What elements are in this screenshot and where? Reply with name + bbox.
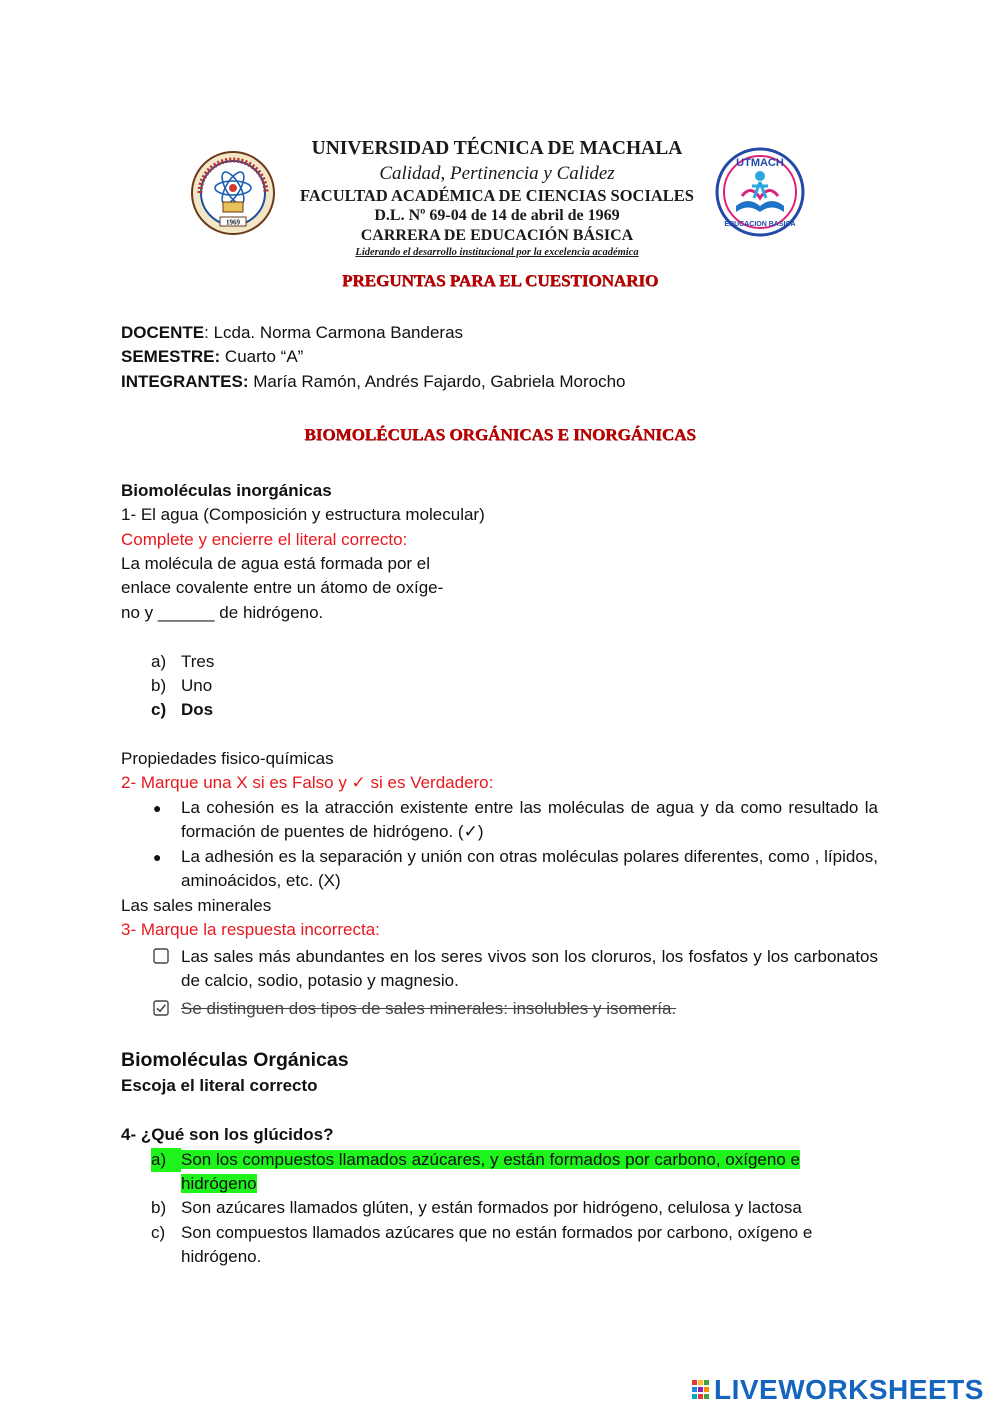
header-text-block	[282, 136, 712, 260]
university-seal-logo	[190, 150, 276, 236]
liveworksheets-text: LIVEWORKSHEETS	[714, 1374, 984, 1405]
option-text: Tres	[181, 652, 215, 671]
q4-option-a-cont	[181, 1172, 257, 1196]
option-text: Uno	[181, 676, 213, 695]
q1-stem-line-2: enlace covalente entre un átomo de oxíge-	[121, 578, 444, 597]
liveworksheets-logo-icon	[692, 1380, 710, 1400]
salts-heading: Las sales minerales	[121, 896, 272, 915]
option-marker: a)	[151, 1148, 181, 1172]
q4-option-a[interactable]	[151, 1148, 800, 1172]
q1-option-a[interactable]	[151, 650, 214, 674]
integrantes-line	[121, 370, 626, 394]
faculty-name: FACULTAD ACADÉMICA DE CIENCIAS SOCIALES	[300, 186, 694, 205]
q1-option-b[interactable]	[151, 674, 212, 698]
q4-option-c[interactable]	[151, 1221, 812, 1245]
utmach-logo-name: UTMACH	[736, 157, 784, 169]
option-marker: c)	[151, 700, 167, 719]
integrantes-value: María Ramón, Andrés Fajardo, Gabriela Morocho	[248, 372, 626, 391]
semestre-label: SEMESTRE:	[121, 347, 221, 366]
q4-option-c-cont	[181, 1245, 261, 1269]
checkbox-empty-icon[interactable]	[153, 948, 169, 964]
q3-instruction: 3- Marque la respuesta incorrecta:	[121, 920, 380, 939]
q1-stem-line-3: no y ______ de hidrógeno.	[121, 603, 324, 622]
option-text: Son compuestos llamados azúcares que no están formados por carbono, oxígeno e	[181, 1223, 813, 1242]
option-marker: b)	[151, 1198, 167, 1217]
seal-year: 1969	[226, 218, 240, 227]
option-text: hidrógeno.	[181, 1247, 262, 1266]
q2-statement-1: La cohesión es la atracción existente entre las moléculas de agua y da como resultado la formación de puentes de hidrógeno. (✓)	[181, 798, 878, 841]
bullet-icon: ●	[153, 800, 162, 816]
docente-value: : Lcda. Norma Carmona Banderas	[204, 323, 464, 342]
option-text: hidrógeno	[181, 1174, 257, 1193]
career-name: CARRERA DE EDUCACIÓN BÁSICA	[360, 227, 634, 244]
option-text: Dos	[181, 700, 214, 719]
q2-statement-2: La adhesión es la separación y unión con otras moléculas polares diferentes, como , lípidos, aminoácidos, etc. (X)	[181, 847, 878, 890]
organic-subheading: Escoja el literal correcto	[121, 1076, 318, 1095]
docente-line	[121, 321, 463, 345]
inorganic-heading: Biomoléculas inorgánicas	[121, 481, 332, 500]
utmach-education-logo	[714, 146, 806, 238]
university-name: UNIVERSIDAD TÉCNICA DE MACHALA	[311, 138, 683, 159]
q1-instruction: Complete y encierre el literal correcto:	[121, 530, 408, 549]
option-text: Son azúcares llamados glúten, y están formados por hidrógeno, celulosa y lactosa	[181, 1198, 802, 1217]
q3-option-2: Se distinguen dos tipos de sales minerales: insolubles y isomería.	[181, 999, 677, 1018]
q1-title: 1- El agua (Composición y estructura molecular)	[121, 505, 485, 524]
option-marker: c)	[151, 1223, 166, 1242]
integrantes-label: INTEGRANTES:	[121, 372, 249, 391]
university-header	[190, 136, 810, 260]
option-marker: b)	[151, 676, 167, 695]
university-motto: Calidad, Pertinencia y Calidez	[379, 163, 615, 184]
utmach-logo-sub: EDUCACION BASICA	[724, 221, 796, 228]
q4-title: 4- ¿Qué son los glúcidos?	[121, 1125, 334, 1144]
university-slogan: Liderando el desarrollo institucional por la excelencia académica	[355, 247, 639, 258]
organic-heading: Biomoléculas Orgánicas	[121, 1049, 349, 1071]
semestre-line	[121, 345, 303, 369]
q2-instruction: 2- Marque una X si es Falso y ✓ si es Verdadero:	[121, 773, 494, 792]
properties-heading: Propiedades fisico-químicas	[121, 749, 334, 768]
bullet-icon: ●	[153, 849, 162, 865]
topic-title: BIOMOLÉCULAS ORGÁNICAS E INORGÁNICAS	[304, 425, 696, 444]
q3-option-1: Las sales más abundantes en los seres vivos son los cloruros, los fosfatos y los carbonatos de calcio, sodio, potasio y magnesio.	[181, 947, 878, 990]
semestre-value: Cuarto “A”	[220, 347, 304, 366]
q1-option-c[interactable]	[151, 698, 213, 722]
checkbox-checked-icon[interactable]	[153, 1000, 169, 1016]
founding-decree: D.L. Nº 69-04 de 14 de abril de 1969	[374, 207, 620, 224]
option-text: Son los compuestos llamados azúcares, y están formados por carbono, oxígeno e	[181, 1150, 800, 1169]
q4-option-b[interactable]	[151, 1196, 802, 1220]
docente-label: DOCENTE	[121, 323, 205, 342]
q1-stem-line-1: La molécula de agua está formada por el	[121, 554, 431, 573]
option-marker: a)	[151, 652, 167, 671]
questionnaire-title: PREGUNTAS PARA EL CUESTIONARIO	[341, 271, 659, 290]
